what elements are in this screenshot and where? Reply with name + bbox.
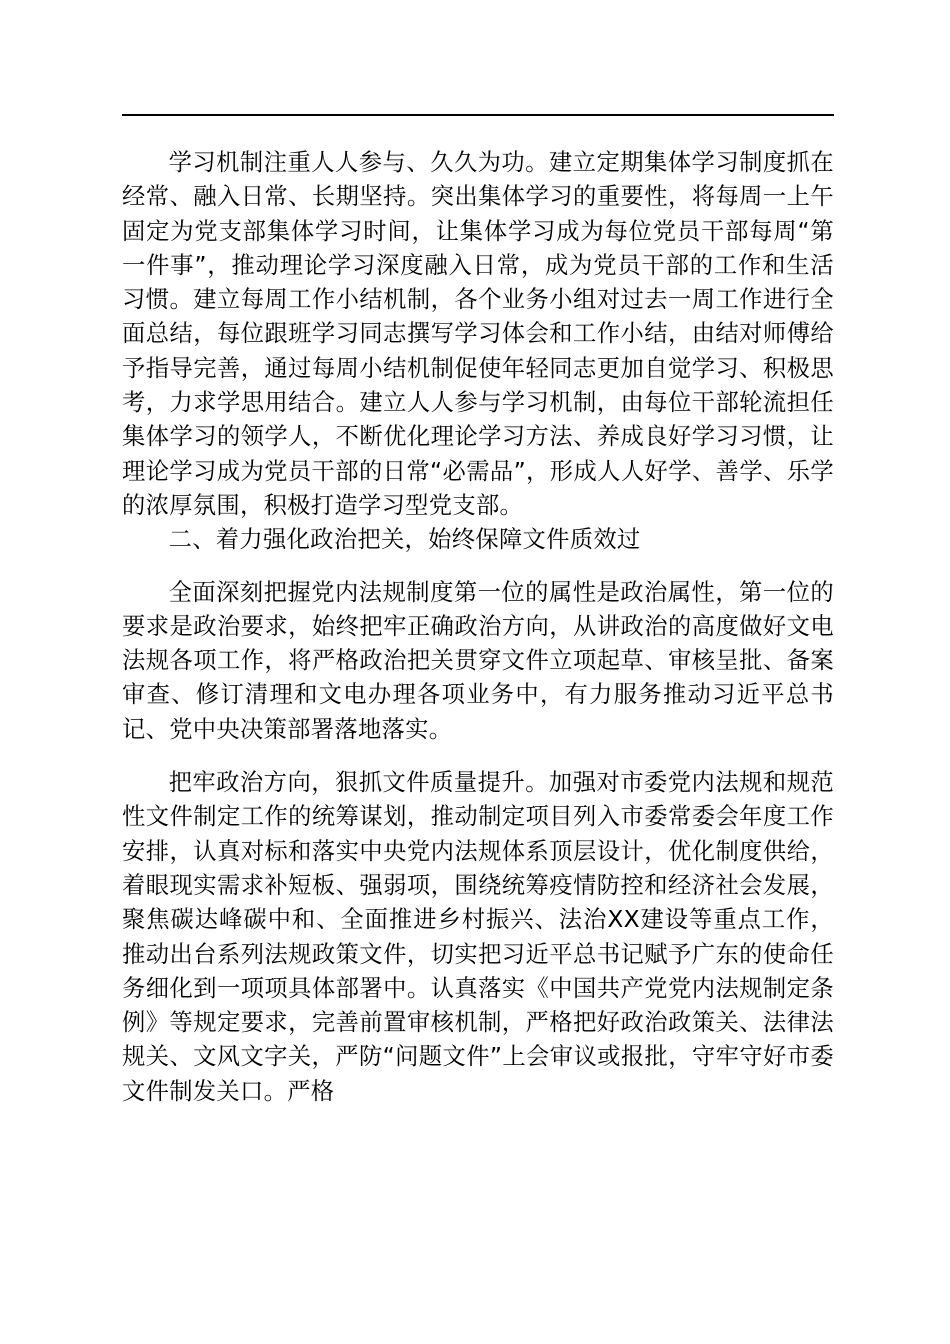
paragraph-learning-mechanism: 学习机制注重人人参与、久久为功。建立定期集体学习制度抓在经常、融入日常、长期坚持。突出集体学习的重要性，将每周一上午固定为党支部集体学习时间，让集体学习成为每位党员干部每周“第一件事”，推动理论学习深度融入日常，成为党员干部的工作和生活习惯。建立每周工作小结机制，各个业务小组对过去一周工作进行全面总结，每位跟班学习同志撰写学习体会和工作小结，由结对师傅给予指导完善，通过每周小结机制促使年轻同志更加自觉学习、积极思考，力求学思用结合。建立人人参与学习机制，由每位干部轮流担任集体学习的领学人，不断优化理论学习方法、养成良好学习习惯，让理论学习成为党员干部的日常“必需品”，形成人人好学、善学、乐学的浓厚氛围，积极打造学习型党支部。 (122, 149, 834, 519)
header-rule (122, 114, 834, 116)
paragraph-document-quality: 把牢政治方向，狠抓文件质量提升。加强对市委党内法规和规范性文件制定工作的统筹谋划，推动制定项目列入市委常委会年度工作安排，认真对标和落实中央党内法规体系顶层设计，优化制度供给，着眼现实需求补短板、强弱项，围绕统筹疫情防控和经济社会发展，聚焦碳达峰碳中和、全面推进乡村振兴、法治XX建设等重点工作，推动出台系列法规政策文件，切实把习近平总书记赋予广东的使命任务细化到一项项具体部署中。认真落实《中国共产党党内法规制定条例》等规定要求，完善前置审核机制，严格把好政治政策关、法律法规关、文风文字关，严防“问题文件”上会审议或报批，守牢守好市委文件制发关口。严格 (122, 769, 834, 1105)
section-heading: 二、着力强化政治把关，始终保障文件质效过 (168, 526, 641, 554)
paragraph-political-attribute: 全面深刻把握党内法规制度第一位的属性是政治属性，第一位的要求是政治要求，始终把牢正确政治方向，从讲政治的高度做好文电法规各项工作，将严格政治把关贯穿文件立项起草、审核呈批、备案审查、修订清理和文电办理各项业务中，有力服务推动习近平总书记、党中央决策部署落地落实。 (122, 578, 834, 743)
document-body (122, 146, 834, 1109)
